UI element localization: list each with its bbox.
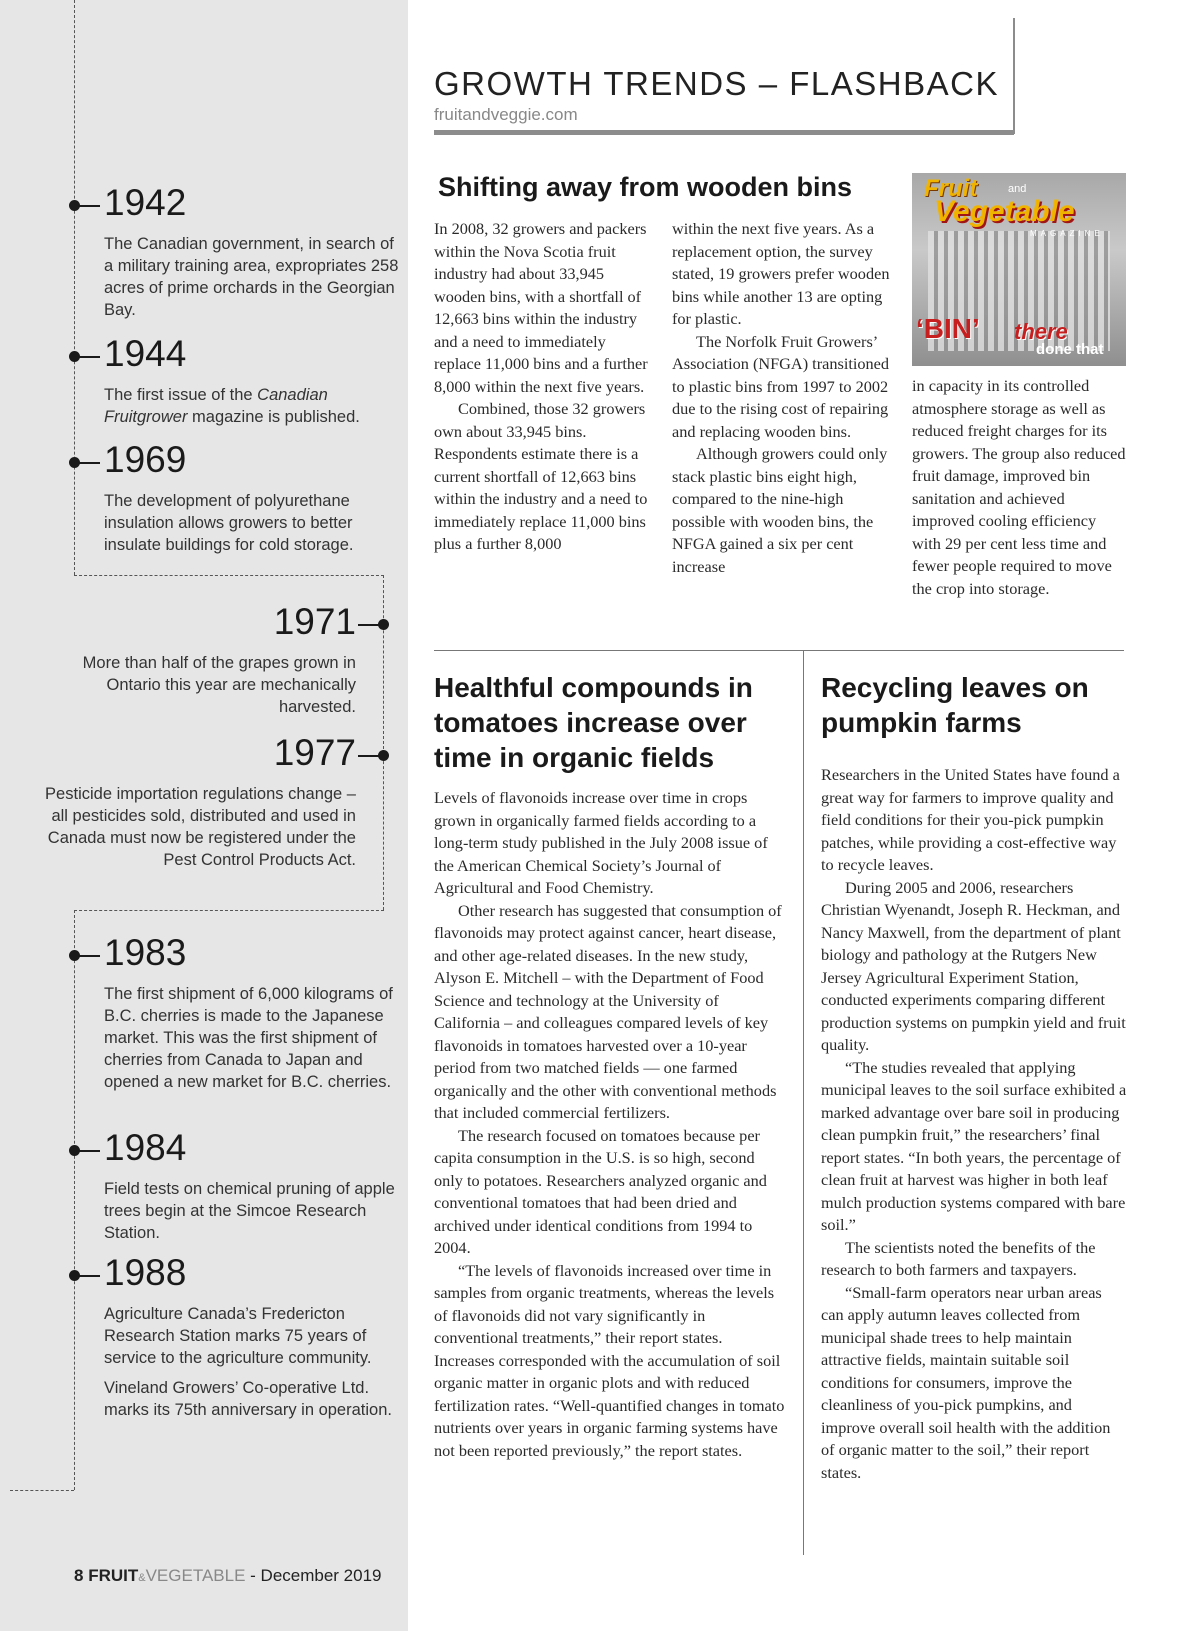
cover-headline-done: done that [1036,341,1104,358]
article-paragraph: Other research has suggested that consumption of flavonoids may protect against cancer, heart disease, and other age-related diseases. In the new study, Alyson E. Mitchell – with the Department of Food Science and technology at the University of California – and colleagues compared levels of key flavonoids in tomatoes harvested over a 10-year period from two matched fields — one farmed organically and the other with conventional methods that included commercial fertilizers. [434,900,782,1122]
column-divider [803,650,804,1555]
timeline-year: 1969 [104,439,187,480]
timeline-tick [78,462,100,464]
timeline-text: The first shipment of 6,000 kilograms of B.C. cherries is made to the Japanese market. This was the first shipment of cherries from Canada to Japan and opened a new market for B.C. cherries. [104,985,393,1091]
article-paragraph: “Small-farm operators near urban areas can apply autumn leaves collected from municipal shade trees to help maintain attractive fields, maintain suitable soil conditions for consumers, improve the cleanliness of you-pick pumpkins, and improve overall soil health with the addition of organic matter to the soil,” their report states. [821,1282,1111,1482]
timeline-entry-1984 [104,1128,404,1244]
article-paragraph: in capacity in its controlled atmosphere storage as well as reduced freight charges for its growers. The group also reduced fruit damage, improved bin sanitation and achieved improved cooling efficiency with 29 per cent less time and fewer people required to move the crop into storage. [912,376,1126,598]
timeline-line [74,910,75,1490]
article-column [434,787,786,1462]
footer-amp: & [138,1572,146,1584]
timeline-entry-1969 [104,440,404,556]
article-paragraph: “The studies revealed that applying municipal leaves to the soil surface exhibited a marked advantage over bare soil in producing clean pumpkin fruit,” the researchers’ final report states. “In both years, the percentage of clean fruit at harvest was higher in both leaf mulch production systems compared with bare soil.” [821,1057,1127,1234]
timeline-entry-1971 [74,602,356,718]
article-column [821,764,1127,1484]
timeline-connector [74,575,384,576]
article-paragraph: Although growers could only stack plastic bins eight high, compared to the nine-high possible with wooden bins, the NFGA gained a six per cent increase [672,444,888,576]
article-title: Shifting away from wooden bins [438,172,853,202]
article-title: Recycling leaves on pumpkin farms [821,672,1089,738]
magazine-cover-image [912,173,1126,366]
cover-title-fruit: Fruit [924,175,978,202]
timeline-text: The development of polyurethane insulation allows growers to better insulate buildings for cold storage. [104,492,354,554]
site-url: fruitandveggie.com [434,105,578,124]
timeline-tick [358,755,380,757]
article-column [912,375,1126,600]
timeline-text: The Canadian government, in search of a military training area, expropriates 258 acres of prime orchards in the Georgian Bay. [104,235,399,319]
article-title: Healthful compounds in tomatoes increase over time in organic fields [434,672,753,773]
timeline-year: 1971 [273,601,356,642]
article-column [672,218,890,578]
timeline-entry-1942 [104,183,404,321]
footer-fruit: FRUIT [88,1566,139,1585]
timeline-text [104,384,404,428]
footer-date: - December 2019 [245,1566,382,1585]
timeline-entry-1944 [104,334,404,428]
cover-title-vegetable: Vegetable [934,195,1075,228]
article-paragraph: Combined, those 32 growers own about 33,945 bins. Respondents estimate there is a current shortfall of 12,663 bins within the industry and a need to immediately replace 11,000 bins plus a further 8,000 [434,399,648,553]
timeline-year: 1984 [104,1127,187,1168]
header-rule [434,130,1014,135]
article-paragraph: within the next five years. As a replacement option, the survey stated, 19 growers prefer wooden bins while another 13 are opting for plastic. [672,219,890,328]
timeline-text: Agriculture Canada’s Fredericton Research Station marks 75 years of service to the agriculture community. [104,1305,372,1367]
page-number: 8 [74,1566,84,1585]
timeline-text: Field tests on chemical pruning of apple trees begin at the Simcoe Research Station. [104,1180,395,1242]
timeline-year: 1942 [104,182,187,223]
timeline-tick [78,356,100,358]
timeline-text: Vineland Growers’ Co-operative Ltd. marks its 75th anniversary in operation. [104,1379,392,1419]
article-column [434,218,652,556]
article-paragraph: Researchers in the United States have found a great way for farmers to improve quality and field conditions for their you-pick pumpkin patches, while providing a cost-effective way to recycle leaves. [821,765,1120,874]
timeline-text: More than half of the grapes grown in Ontario this year are mechanically harvested. [82,654,356,716]
timeline-connector [74,910,384,911]
section-header [434,64,1014,126]
timeline-tick [78,205,100,207]
timeline-tick [358,624,380,626]
timeline-entry-1988 [104,1253,404,1421]
article-paragraph: In 2008, 32 growers and packers within the Nova Scotia fruit industry had about 33,945 wooden bins, with a shortfall of 12,663 bins within the industry and a need to immediately replace 11,000 bins and a further 8,000 within the next five years. [434,219,648,396]
timeline-text-part: The first issue of the [104,386,258,404]
timeline-connector [10,1490,74,1491]
timeline-tick [78,955,100,957]
article-paragraph: “The levels of flavonoids increased over time in samples from organic treatments, whereas the levels of flavonoids did not vary significantly in conventional treatments,” their report states. Increases corresponded with the accumulation of soil organic matter in organic plots and with reduced fertilization rates. “Well-quantified changes in tomato nutrients over years in organic farming systems have not been reported previously,” the report states. [434,1260,785,1460]
timeline-entry-1977 [30,733,356,871]
page-footer [74,1566,382,1586]
article-paragraph: Levels of flavonoids increase over time in crops grown in organically farmed fields according to a long-term study published in the July 2008 issue of the American Chemical Society’s Journal of Agricultural and Food Chemistry. [434,788,768,897]
cover-title-magazine: MAGAZINE [1030,229,1104,238]
timeline-tick [78,1150,100,1152]
cover-headline-bin: ‘BIN’ [916,313,980,344]
timeline-text-part: magazine is published. [187,408,360,426]
article-paragraph: The scientists noted the benefits of the research to both farmers and taxpayers. [821,1237,1096,1279]
footer-vegetable: VEGETABLE [145,1566,246,1585]
timeline-entry-1983 [104,933,404,1093]
article-paragraph: During 2005 and 2006, researchers Christian Wyenandt, Joseph R. Heckman, and Nancy Maxwell, from the department of plant biology and pathology at the Rutgers New Jersey Agricultural Experiment Station, conducted experiments comparing different production systems on pumpkin yield and fruit quality. [821,877,1126,1054]
cover-headline-there: there [1014,319,1068,344]
article-paragraph: The research focused on tomatoes because per capita consumption in the U.S. is so high, second only to potatoes. Researchers analyzed organic and conventional tomatoes that had been dried and archived under identical conditions from 1994 to 2004. [434,1125,767,1257]
section-divider [434,650,1124,651]
timeline-line [74,0,75,575]
cover-title-and: and [1008,183,1027,195]
timeline-year: 1983 [104,932,187,973]
section-title: GROWTH TRENDS – FLASHBACK [434,65,999,102]
timeline-sidebar [0,0,408,1631]
timeline-text: Pesticide importation regulations change – all pesticides sold, distributed and used in Canada must now be registered under the Pest Control Products Act. [45,785,356,869]
timeline-tick [78,1275,100,1277]
magazine-name: Canadian Fruitgrower [104,386,328,426]
timeline-year: 1988 [104,1252,187,1293]
timeline-year: 1977 [273,732,356,773]
timeline-year: 1944 [104,333,187,374]
article-paragraph: The Norfolk Fruit Growers’ Association (NFGA) transitioned to plastic bins from 1997 to 2002 due to the rising cost of repairing and replacing wooden bins. [672,331,890,441]
